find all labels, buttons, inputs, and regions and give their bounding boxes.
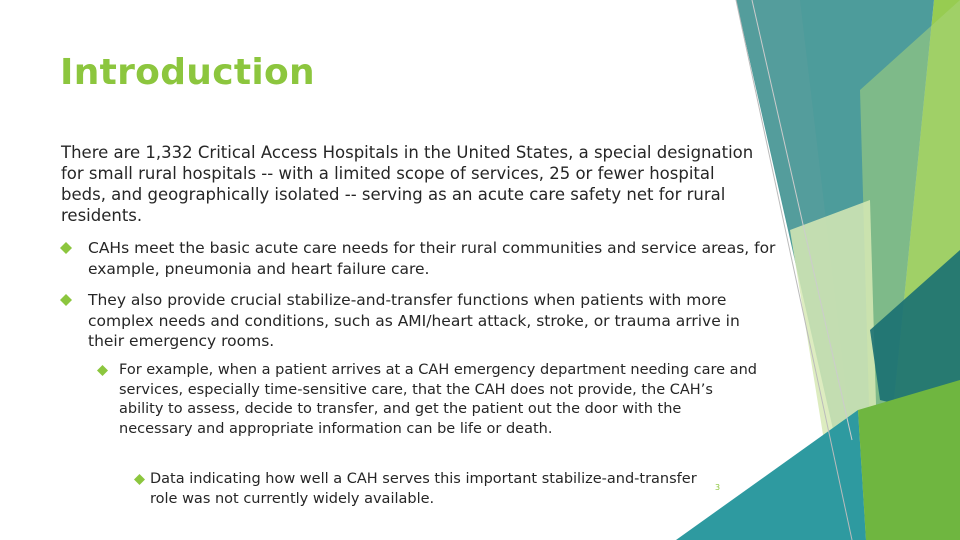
bullet-item: They also provide crucial stabilize-and-transfer functions when patients with more complex needs and conditions, such as AMI/heart attack, stroke, or trauma arrive in their emergency rooms. bbox=[88, 291, 740, 350]
slide-title: Introduction bbox=[60, 52, 315, 93]
intro-paragraph: There are 1,332 Critical Access Hospitals in the United States, a special designation for small rural hospitals -- with a limited scope of services, 25 or fewer hospital beds, and geographically isolated -- serving as an acute care safety net for rural residents. bbox=[61, 143, 754, 225]
bullet-item: CAHs meet the basic acute care needs for their rural communities and service areas, for example, pneumonia and heart failure care. bbox=[88, 239, 776, 278]
page-number: 3 bbox=[715, 483, 721, 492]
sub-bullet-item: For example, when a patient arrives at a CAH emergency department needing care and services, especially time-sensitive care, that the CAH does not provide, the CAH’s ability to assess, decide to transfer, and get the patient out the door with the necessary and appropriate information can be life or death. bbox=[119, 362, 757, 437]
sub-sub-bullet-item: Data indicating how well a CAH serves this important stabilize-and-transfer role was not currently widely available. bbox=[150, 471, 697, 507]
